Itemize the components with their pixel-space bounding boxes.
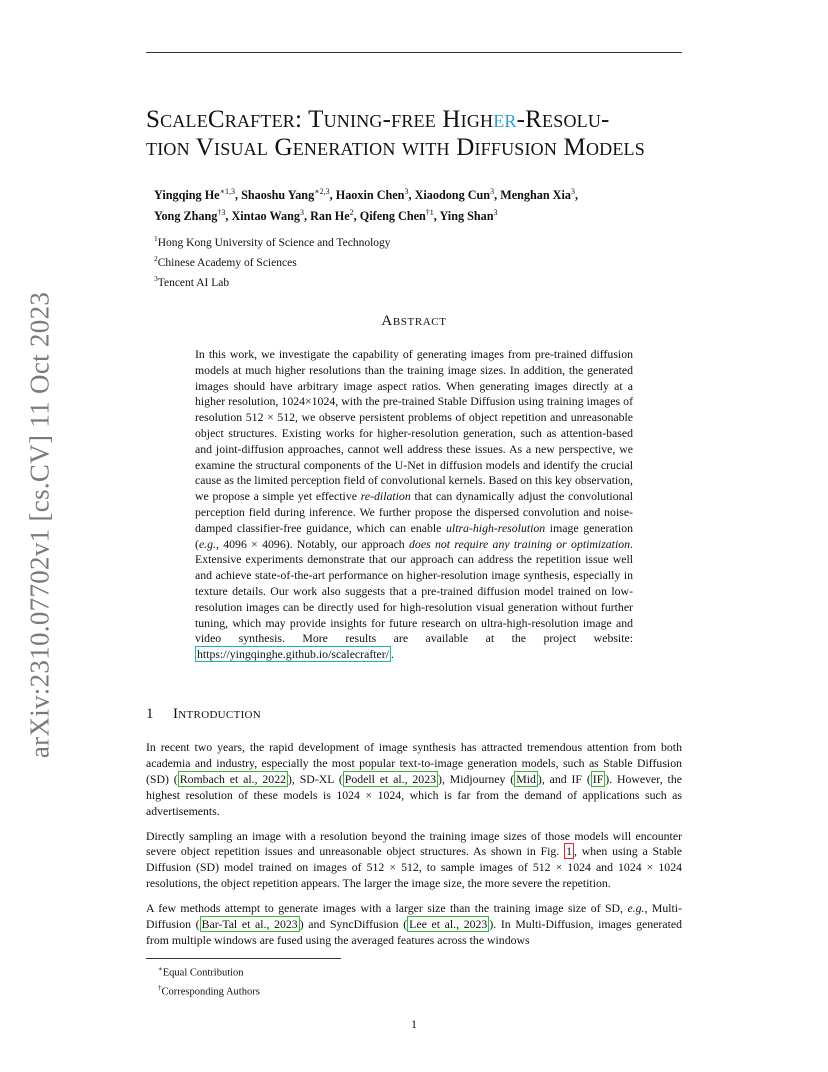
citation-link[interactable]: Mid bbox=[516, 771, 536, 786]
section-heading-introduction bbox=[146, 706, 686, 723]
abstract-heading: Abstract bbox=[381, 313, 447, 329]
paragraph: A few methods attempt to generate images with a larger size than the training image size of SD, e.g., Multi-Diffusion ( Bar-Tal et al., 2023 ) and SyncDiffusion ( Lee et al., 2023 ). In Multi-Diffusion, images generated from multiple windows are fused using the averaged features across the windows bbox=[146, 901, 682, 947]
citation-link[interactable]: Podell et al., 2023 bbox=[344, 771, 437, 786]
footnote: ∗Equal Contribution bbox=[158, 965, 244, 979]
paragraph: Directly sampling an image with a resolution beyond the training image sizes of those models will encounter severe object repetition issues and unreasonable object structures. As shown in Fig. 1 , when using a Stable Diffusion (SD) model trained on images of 512 × 512, to sample images of 512 × 1024 and 1024 × 1024 resolutions, the object repetition appears. The larger the image size, the more severe the repetition. bbox=[146, 828, 682, 891]
figure-reference-link[interactable]: 1 bbox=[566, 844, 572, 859]
author: Ran He$^2$, bbox=[310, 208, 360, 224]
arxiv-identifier: arXiv:2310.07702v1 [cs.CV] 11 Oct 2023 bbox=[24, 291, 55, 759]
author: Haoxin Chen$^3$, bbox=[335, 187, 415, 203]
project-website-link[interactable]: https://yingqinghe.github.io/scalecrafter/ bbox=[197, 647, 389, 662]
affiliation: $^2$Chinese Academy of Sciences bbox=[154, 253, 297, 269]
footnote: †Corresponding Authors bbox=[158, 984, 260, 998]
author-list bbox=[154, 183, 674, 225]
affiliation-list bbox=[154, 231, 654, 290]
page-number: 1 bbox=[411, 1017, 417, 1031]
author: Ying Shan$^3$ bbox=[439, 208, 498, 224]
citation-link[interactable]: IF bbox=[592, 771, 604, 786]
title-line-1: ScaleCrafter: Tuning-free Higher-Resolu- bbox=[146, 106, 610, 133]
citation-link[interactable]: Rombach et al., 2022 bbox=[179, 771, 286, 786]
author: Qifeng Chen$^{\dagger 1}$, bbox=[359, 208, 440, 224]
author: Xintao Wang$^3$, bbox=[231, 208, 311, 224]
footnotes bbox=[158, 962, 558, 1000]
title-line-2: tion Visual Generation with Diffusion Models bbox=[146, 134, 645, 161]
top-rule bbox=[146, 52, 682, 53]
citation-link[interactable]: Bar-Tal et al., 2023 bbox=[201, 917, 298, 932]
paper-title bbox=[146, 106, 706, 162]
author: Shaoshu Yang$^{∗2,3}$, bbox=[241, 187, 336, 203]
affiliation: $^3$Tencent AI Lab bbox=[154, 273, 230, 289]
author: Yingqing $He^{∗1,3}$, bbox=[154, 187, 242, 203]
title-highlight: er bbox=[493, 106, 517, 133]
affiliation: $^1$Hong Kong University of Science and Technology bbox=[154, 234, 391, 249]
author: Menghan Xia$^3$, bbox=[500, 187, 578, 203]
section-number: 1 bbox=[146, 706, 154, 722]
author: Xiaodong Cun$^3$, bbox=[414, 187, 501, 203]
footnote-rule bbox=[146, 958, 341, 959]
author: Yong Zhang$^{\dagger 3}$, bbox=[154, 208, 232, 224]
abstract-body: In this work, we investigate the capability of generating images from pre-trained diffusion models at much higher resolutions than the training image sizes. In addition, the generated images should have arbitrary image aspect ratios. When generating images directly at a higher resolution, 1024×1024, with the pre-trained Stable Diffusion using training images of resolution 512 × 512, we observe persistent problems of object repetition and unreasonable object structures. Existing works for higher-resolution generation, such as attention-based and joint-diffusion approaches, cannot well address these issues. As a new perspective, we examine the structural components of the U-Net in diffusion models and identify the crucial cause as the limited perception field of convolutional kernels. Based on this key observation, we propose a simple yet effective re-dilation that can dynamically adjust the convolutional perception field during inference. We further propose the dispersed convolution and noise-damped classifier-free guidance, which can enable ultra-high-resolution image generation (e.g., 4096 × 4096). Notably, our approach does not require any training or optimization. Extensive experiments demonstrate that our approach can address the repetition issue well and achieve state-of-the-art performance on higher-resolution image synthesis, especially in texture details. Our work also suggests that a pre-trained diffusion model trained on low-resolution images can be directly used for high-resolution visual generation without further tuning, which may provide insights for future research on ultra-high-resolution image and video synthesis. More results are available at the project website: https://yingqinghe.github.io/scalecrafter/ . bbox=[195, 347, 634, 662]
introduction-body bbox=[146, 740, 682, 958]
section-title: Introduction bbox=[173, 706, 262, 722]
citation-link[interactable]: Lee et al., 2023 bbox=[409, 917, 488, 932]
paragraph: In recent two years, the rapid development of image synthesis has attracted tremendous attention from both academia and industry, especially the most popular text-to-image generation models, such as Stable Diffusion (SD) ( Rombach et al., 2022 ), SD-XL ( Podell et al., 2023 ), Midjourney ( Mid ), and IF ( IF ). However, the highest resolution of these models is 1024 × 1024, which is far from the demand of applications such as advertisements. bbox=[146, 740, 682, 818]
